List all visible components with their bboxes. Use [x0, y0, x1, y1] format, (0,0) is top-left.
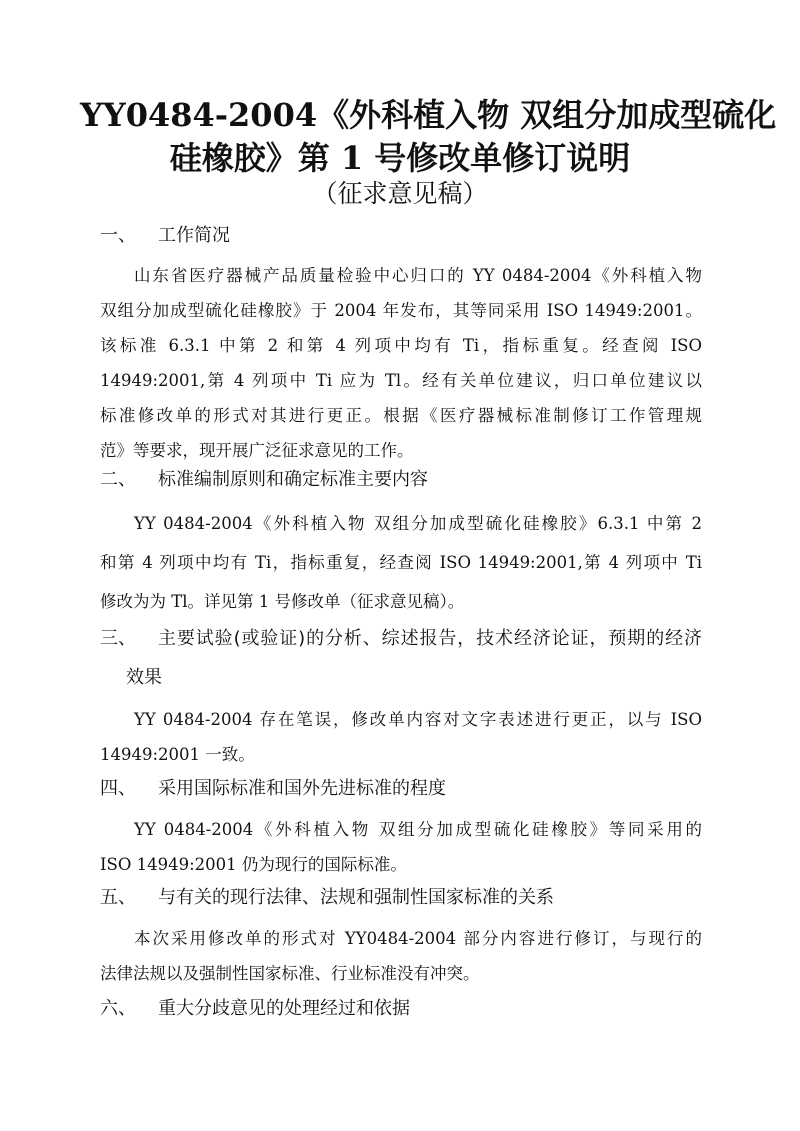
section-3-heading: 主要试验(或验证)的分析、综述报告，技术经济论证，预期的经济	[158, 628, 702, 649]
section-4-paragraph-line: ISO 14949:2001 仍为现行的国际标准。	[100, 855, 407, 874]
document-title-line-1: YY0484-2004《外科植入物 双组分加成型硫化	[80, 96, 777, 134]
section-5-number: 五、	[100, 887, 136, 908]
section-5-paragraph-line: 本次采用修改单的形式对 YY0484-2004 部分内容进行修订，与现行的	[134, 929, 702, 948]
section-5-heading: 与有关的现行法律、法规和强制性国家标准的关系	[158, 887, 554, 908]
section-1-paragraph-line: 范》等要求，现开展广泛征求意见的工作。	[100, 441, 414, 460]
section-6-number: 六、	[100, 998, 136, 1019]
section-1-heading: 工作简况	[158, 225, 230, 246]
section-3-number: 三、	[100, 628, 136, 649]
section-4-paragraph-line: YY 0484-2004《外科植入物 双组分加成型硫化硅橡胶》等同采用的	[134, 820, 702, 839]
section-3-paragraph-line: 14949:2001 一致。	[100, 745, 255, 764]
document-subtitle: （征求意见稿）	[312, 179, 488, 208]
section-3-paragraph-line: YY 0484-2004 存在笔误，修改单内容对文字表述进行更正，以与 ISO	[134, 710, 702, 729]
section-1-paragraph-line: 双组分加成型硫化硅橡胶》于 2004 年发布，其等同采用 ISO 14949:2001。	[100, 301, 702, 320]
section-2-number: 二、	[100, 469, 136, 490]
section-1-paragraph-line: 标准修改单的形式对其进行更正。根据《医疗器械标准制修订工作管理规	[100, 406, 702, 425]
section-2-paragraph-line: 和第 4 列项中均有 Ti，指标重复，经查阅 ISO 14949:2001,第 4 列项中 Ti	[100, 553, 702, 572]
section-1-number: 一、	[100, 225, 136, 246]
document-title-line-2: 硅橡胶》第 1 号修改单修订说明	[169, 139, 631, 177]
section-6-heading: 重大分歧意见的处理经过和依据	[158, 998, 410, 1019]
section-2-heading: 标准编制原则和确定标准主要内容	[158, 469, 428, 490]
section-1-paragraph-line: 14949:2001,第 4 列项中 Ti 应为 Tl。经有关单位建议，归口单位建议以	[100, 371, 702, 390]
section-5-paragraph-line: 法律法规以及强制性国家标准、行业标准没有冲突。	[100, 964, 480, 983]
section-1-paragraph-line: 山东省医疗器械产品质量检验中心归口的 YY 0484-2004《外科植入物	[134, 266, 702, 285]
section-2-paragraph-line: YY 0484-2004《外科植入物 双组分加成型硫化硅橡胶》6.3.1 中第 2	[134, 514, 702, 533]
section-1-paragraph-line: 该标准 6.3.1 中第 2 和第 4 列项中均有 Ti，指标重复。经查阅 ISO	[100, 336, 702, 355]
section-2-paragraph-line: 修改为为 Tl。详见第 1 号修改单（征求意见稿）。	[100, 592, 465, 611]
section-3-heading-continued: 效果	[126, 667, 162, 688]
section-4-number: 四、	[100, 778, 136, 799]
section-4-heading: 采用国际标准和国外先进标准的程度	[158, 778, 446, 799]
